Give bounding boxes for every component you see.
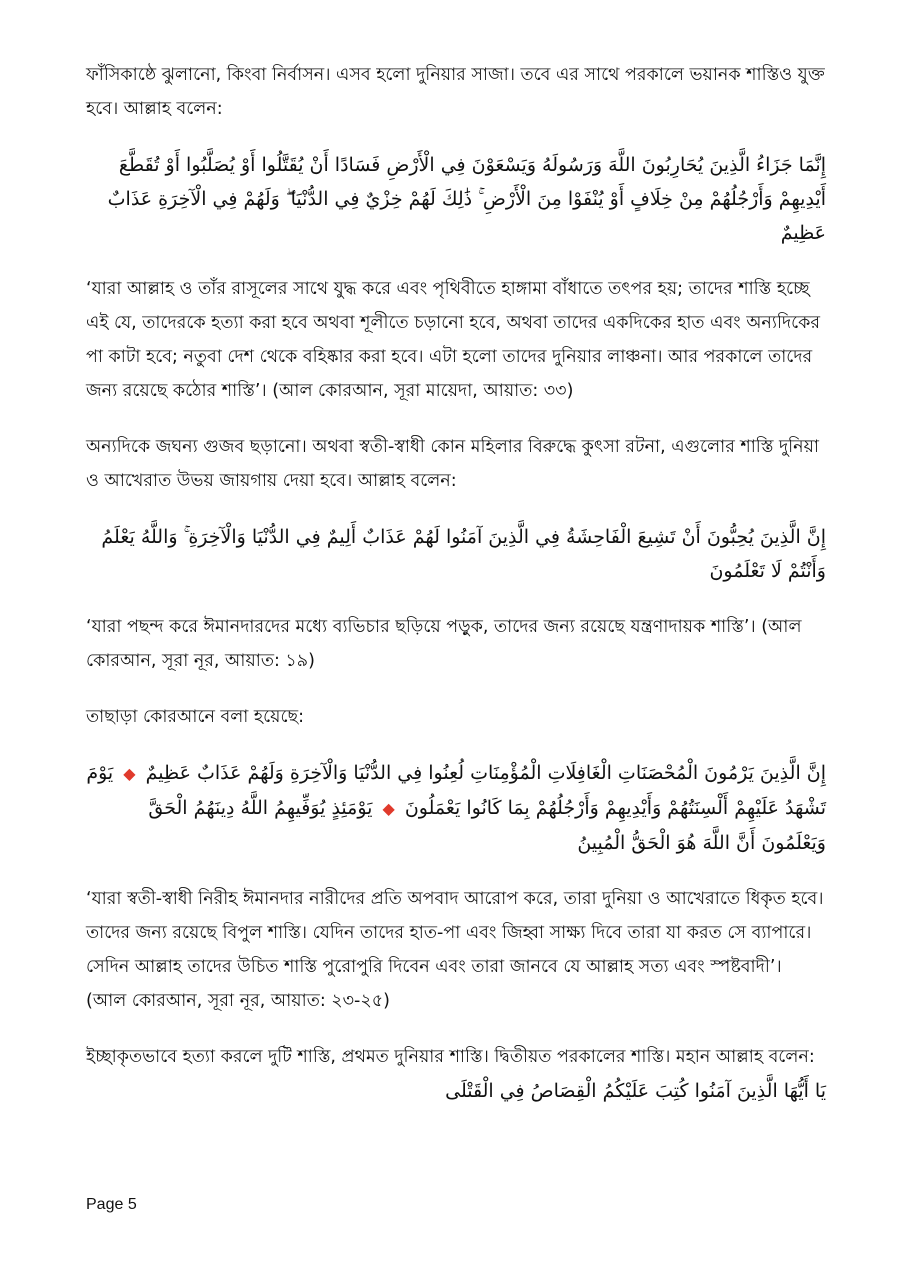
paragraph-3: অন্যদিকে জঘন্য গুজব ছড়ানো। অথবা স্বতী-স্বাধী কোন মহিলার বিরুদ্ধে কুৎসা রটনা, এগুলোর শাস্তি দুনিয়া ও আখেরাত উভয় জায়গায় দেয়া হবে। আল্লাহ বলেন:: [86, 437, 819, 491]
arabic-verse-3c: يَوْمَئِذٍ يُوَفِّيهِمُ اللَّهُ دِينَهُمُ الْحَقَّ وَيَعْلَمُونَ أَنَّ اللَّهَ هُوَ الْحَقُّ الْمُبِينُ: [148, 797, 826, 854]
paragraph-2: ‘যারা আল্লাহ ও তাঁর রাসূলের সাথে যুদ্ধ করে এবং পৃথিবীতে হাঙ্গামা বাঁধাতে তৎপর হয়; তাদের শাস্তি হচ্ছে এই যে, তাদেরকে হত্যা করা হবে অথবা শূলীতে চড়ানো হবে, অথবা তাদের একদিকের হাত এবং অন্যদিকের পা কাটা হবে; নতুবা দেশ থেকে বহিষ্কার করা হবে। এটা হলো তাদের দুনিয়ার লাঞ্চনা। আর পরকালে তাদের জন্য রয়েছে কঠোর শাস্তি’। (আল কোরআন, সূরা মায়েদা, আয়াত: ৩৩): [86, 279, 821, 401]
paragraph-5: তাছাড়া কোরআনে বলা হয়েছে:: [86, 707, 304, 727]
paragraph-4: ‘যারা পছন্দ করে ঈমানদারদের মধ্যে ব্যভিচার ছড়িয়ে পড়ুক, তাদের জন্য রয়েছে যন্ত্রণাদায়ক শাস্তি’। (আল কোরআন, সূরা নূর, আয়াত: ১৯): [86, 617, 802, 671]
verse-separator-icon: ◆: [123, 764, 136, 783]
paragraph-7: ইচ্ছাকৃতভাবে হত্যা করলে দুটি শাস্তি, প্রথমত দুনিয়ার শাস্তি। দ্বিতীয়ত পরকালের শাস্তি। মহান আল্লাহ বলেন:: [86, 1047, 815, 1067]
arabic-verse-3a: إِنَّ الَّذِينَ يَرْمُونَ الْمُحْصَنَاتِ الْغَافِلَاتِ الْمُؤْمِنَاتِ لُعِنُوا فِي الدُّنْيَا وَالْآخِرَةِ وَلَهُمْ عَذَابٌ عَظِيمٌ: [145, 762, 826, 784]
arabic-verse-3b: يَوْمَ تَشْهَدُ عَلَيْهِمْ أَلْسِنَتُهُمْ وَأَيْدِيهِمْ وَأَرْجُلُهُمْ بِمَا كَانُوا يَعْمَلُونَ: [86, 762, 826, 819]
paragraph-1: ফাঁসিকাষ্ঠে ঝুলানো, কিংবা নির্বাসন। এসব হলো দুনিয়ার সাজা। তবে এর সাথে পরকালে ভয়ানক শাস্তিও যুক্ত হবে। আল্লাহ বলেন:: [86, 65, 825, 119]
page-number: Page 5: [86, 1196, 137, 1213]
paragraph-6: ‘যারা স্বতী-স্বাধী নিরীহ ঈমানদার নারীদের প্রতি অপবাদ আরোপ করে, তারা দুনিয়া ও আখেরাতে ধিকৃত হবে। তাদের জন্য রয়েছে বিপুল শাস্তি। যেদিন তাদের হাত-পা এবং জিহ্বা সাক্ষ্য দিবে তারা যা করত সে ব্যাপারে। সেদিন আল্লাহ তাদের উচিত শাস্তি পুরোপুরি দিবেন এবং তারা জানবে যে আল্লাহ সত্য এবং স্পষ্টবাদী’। (আল কোরআন, সূরা নূর, আয়াত: ২৩-২৫): [86, 889, 824, 1011]
arabic-verse-2: إِنَّ الَّذِينَ يُحِبُّونَ أَنْ تَشِيعَ الْفَاحِشَةُ فِي الَّذِينَ آمَنُوا لَهُمْ عَذَابٌ أَلِيمٌ فِي الدُّنْيَا وَالْآخِرَةِ ۚ وَاللَّهُ يَعْلَمُ وَأَنْتُمْ لَا تَعْلَمُونَ: [101, 526, 826, 582]
arabic-verse-1: إِنَّمَا جَزَاءُ الَّذِينَ يُحَارِبُونَ اللَّهَ وَرَسُولَهُ وَيَسْعَوْنَ فِي الْأَرْضِ فَسَادًا أَنْ يُقَتَّلُوا أَوْ يُصَلَّبُوا أَوْ تُقَطَّعَ أَيْدِيهِمْ وَأَرْجُلُهُمْ مِنْ خِلَافٍ أَوْ يُنْفَوْا مِنَ الْأَرْضِ ۚ ذَٰلِكَ لَهُمْ خِزْيٌ فِي الدُّنْيَا ۖ وَلَهُمْ فِي الْآخِرَةِ عَذَابٌ عَظِيمٌ: [107, 154, 826, 244]
arabic-verse-4: يَا أَيُّهَا الَّذِينَ آمَنُوا كُتِبَ عَلَيْكُمُ الْقِصَاصُ فِي الْقَتْلَى: [445, 1080, 826, 1102]
document-page: [86, 58, 826, 1108]
arabic-verse-3: [86, 756, 826, 860]
verse-separator-icon: ◆: [382, 799, 395, 818]
